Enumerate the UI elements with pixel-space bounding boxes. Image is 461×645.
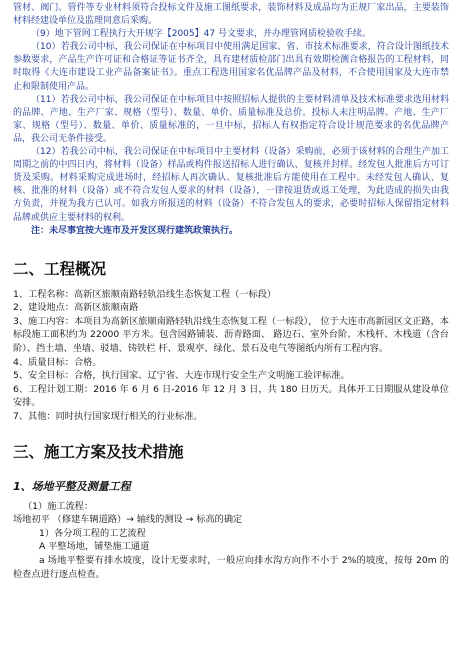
intro-note: 注：未尽事宜按大连市及开发区现行建筑政策执行。 [31,225,239,236]
intro-paragraph: 管材、阀门、管件等专业材料须符合投标文件及施工图纸要求，装饰材料及成品均为正规厂家出品，主要装饰材料经建设单位及监理同意后采购。 [13,3,449,27]
section-heading-construction: 三、施工方案及技术措施 [13,442,184,461]
overview-item: 7、其他：同时执行国家现行相关的行业标准。 [13,411,203,423]
overview-item: 4、质量目标：合格。 [13,356,102,368]
content-line: （1）施工流程： [23,500,94,512]
intro-paragraph: （11）若我公司中标，我公司保证在中标项目中按照招标人提供的主要材料清单及技术标准要求选用材料的品牌、产地、生产厂家、规格（型号）、数量、单价、质量标准及总价。投标人未注明品牌、产地、生产厂家、规格（型号）、数量、单价、质量标准的，一旦中标，招标人有权指定符合设计规范要求的名优品牌产品，我公司无条件接受。 [13,94,449,144]
intro-paragraph: （9）地下管网工程执行大开规字【2005】47 号文要求，并办理管网质检验收手续。 [31,29,371,40]
overview-item: 3、施工内容：本项目为高新区旅顺南路轻轨沿线生态恢复工程（一标段）， 位于大连市高新园区文正路，本标段施工面积约为 22000 平方米。包含园路铺装、沥青路面、 路边石、室外台阶、木栈杆、木栈道（含台阶）、挡土墙、坐墙、驳墙、铸铁栏 杆、景观亭、绿化、景石及电气等图纸内所有工程内容。 [13,315,449,355]
content-line: A 平整场地，铺垫施工通道 [39,541,150,553]
intro-paragraph: （10）若我公司中标，我公司保证在中标项目中使用满足国家、省、市技术标准要求，符合设计图纸技术参数要求，产品生产许可证和合格证等证书齐全，具有建材质检部门出具有效期检测合格报告的工程材料，同时取得《大连市建设工业产品备案证书》。重点工程选用国家名优品牌产品及材料，不合使用国家及大连市禁止和限制使用产品。 [13,42,449,92]
overview-item: 6、工程计划工期：2016 年 6 月 6 日-2016 年 12 月 3 日，共 180 日历天。具体开工日期服从建设单位安排。 [13,383,449,409]
section-heading-overview: 二、工程概况 [13,259,107,278]
intro-paragraph: （12）若我公司中标，我公司保证在中标项目中主要材料（设备）采购前，必须于该材料的合理生产加工周期之前的中四日内，将材料（设备）样品或构件报送招标人进行确认、复核并封样。经发包人批准后方可订货及采购。材料采购完成进场时，经招标人再次确认、复核批准后方能使用在工程中。未经发包人确认、复核、批准的材料（设备）或不符合发包人要求的材料（设备），一律按退货或返工处理，为此造成的损失由我方负责，并视为我方已认可。如我方所报送的材料（设备）不符合发包人的要求，必要时招标人保留指定材料品牌或供应主要材料的权利。 [13,147,449,223]
content-line: 场地初平 （修建车辆道路）→ 轴线的测设 → 标高的确定 [13,514,243,526]
content-line: 1）各分项工程的工艺流程 [39,527,146,539]
intro-block [13,2,449,238]
overview-item: 2、建设地点：高新区旅顺南路 [13,302,139,314]
overview-item: 5、安全目标：合格，执行国家、辽宁省、大连市现行安全生产文明施工验评标准。 [13,370,350,382]
overview-list [13,288,449,424]
site-leveling-content [13,500,449,582]
subsection-heading-site-leveling: 1、场地平整及测量工程 [13,479,131,493]
overview-item: 1、工程名称：高新区旅顺南路轻轨沿线生态恢复工程（一标段） [13,288,277,300]
content-line: a 场地平整要有排水坡度，设计无要求时，一般应向排水沟方向作不小于 2%的坡度，按每 20m 的检查点进行逐点检查。 [13,555,449,580]
